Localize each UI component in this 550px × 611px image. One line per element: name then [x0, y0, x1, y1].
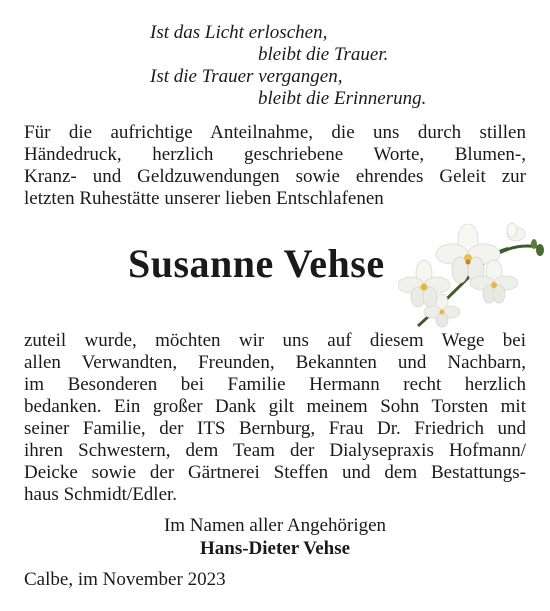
body-line: seiner Familie, der ITS Bernburg, Frau Dr. Friedrich und: [24, 418, 526, 439]
body-line: Deicke sowie der Gärtnerei Steffen und dem Bestattungs-: [24, 462, 526, 483]
poem: [150, 22, 426, 110]
poem-line: Ist die Trauer vergangen,: [150, 66, 343, 87]
body-line: ihren Schwestern, dem Team der Dialysepraxis Hofmann/: [24, 440, 526, 461]
intro-paragraph: [24, 122, 526, 210]
intro-line: Händedruck, herzlich geschriebene Worte, Blumen-,: [24, 144, 526, 165]
poem-line: bleibt die Erinnerung.: [258, 88, 427, 109]
place-date: Calbe, im November 2023: [24, 569, 226, 590]
signature-name: Hans-Dieter Vehse: [199, 538, 351, 559]
signature-intro: Im Namen aller Angehörigen: [163, 515, 387, 536]
body-paragraph: [24, 330, 526, 506]
body-line: im Besonderen bei Familie Hermann recht herzlich: [24, 374, 526, 395]
body-line: bedanken. Ein großer Dank gilt meinem Sohn Torsten mit: [24, 396, 526, 417]
deceased-name: Susanne Vehse: [128, 241, 385, 286]
intro-line: Kranz- und Geldzuwendungen sowie ehrendes Geleit zur: [24, 166, 526, 187]
poem-line: bleibt die Trauer.: [258, 44, 389, 65]
intro-line: letzten Ruhestätte unserer lieben Entschlafenen: [24, 188, 384, 209]
body-line: haus Schmidt/Edler.: [24, 484, 178, 505]
body-line: allen Verwandten, Freunden, Bekannten und Nachbarn,: [24, 352, 526, 373]
orchid-icon: [398, 208, 546, 334]
body-line: zuteil wurde, möchten wir uns auf diesem Wege bei: [24, 330, 526, 351]
poem-line: Ist das Licht erloschen,: [150, 22, 328, 43]
intro-line: Für die aufrichtige Anteilnahme, die uns durch stillen: [24, 122, 526, 143]
